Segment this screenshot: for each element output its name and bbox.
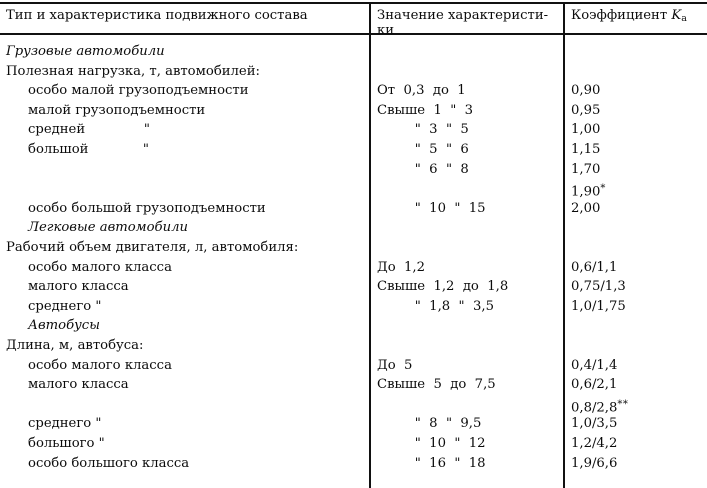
table-row-label: Грузовые автомобили (6, 44, 165, 59)
coefficient-value: 1,0/3,5 (571, 416, 618, 432)
table-row-label: малой грузоподъемности (28, 102, 206, 118)
coefficient-value: 1,15 (571, 142, 601, 157)
table-row-value: " 5 " 6 (377, 142, 469, 157)
column-header-coefficient-text: Коэффициент (571, 8, 672, 23)
table-row-value: До 5 (377, 357, 413, 373)
table-row-label: среднего " (28, 416, 102, 432)
table-row-label: особо малой грузоподъемности (28, 83, 249, 99)
table-row-label: особо малого класса (28, 259, 172, 275)
table-row-label: Длина, м, автобуса: (6, 338, 144, 353)
table-top-border (0, 2, 707, 4)
table-row-coefficient (571, 416, 617, 431)
table-row-label: особо малого класса (28, 357, 172, 373)
table-row-value: " 3 " 5 (377, 122, 469, 138)
coefficient-value: 1,9/6,6 (571, 455, 618, 471)
coefficient-value: 0,6/1,1 (571, 259, 618, 275)
table-row-coefficient (571, 279, 626, 294)
table-row-value: " 10 " 12 (377, 436, 486, 451)
coefficient-value: 0,75/1,3 (571, 279, 626, 295)
table-row-label: большого " (28, 436, 105, 451)
column-header-coefficient (571, 8, 701, 26)
column-header-type: Тип и характеристика подвижного состава (6, 8, 308, 23)
coefficient-value: 0,6/2,1 (571, 377, 618, 393)
table-row-coefficient (571, 397, 628, 416)
table-row-coefficient (571, 142, 600, 157)
table-row-value: Свыше 1,2 до 1,8 (377, 279, 509, 295)
table-row-coefficient (571, 201, 600, 216)
table-row-value: Свыше 1 " 3 (377, 102, 474, 118)
table-row-value: От 0,3 до 1 (377, 83, 466, 99)
table-row-coefficient (571, 358, 617, 373)
table-row-value: Свыше 5 до 7,5 (377, 377, 496, 393)
footnote-marker: * (600, 183, 606, 195)
table-row-label: особо большого класса (28, 455, 190, 471)
table-row-label: большой " (28, 142, 149, 157)
coefficient-value: 0,8/2,8 (571, 400, 618, 416)
table-row-value: " 10 " 15 (377, 200, 486, 216)
table-row-coefficient (571, 83, 600, 98)
column-header-value-line1: Значение характеристи- (377, 8, 549, 23)
table-row-coefficient (571, 436, 617, 451)
table-row-label: Полезная нагрузка, т, автомобилей: (6, 63, 260, 79)
coefficient-value: 1,00 (571, 122, 601, 138)
coefficient-subscript: а (681, 13, 687, 25)
table-row-coefficient (571, 377, 617, 392)
column-divider-1 (369, 2, 371, 488)
table-row-coefficient (571, 162, 600, 177)
table-header-separator (0, 33, 707, 35)
table-row-label: средней " (28, 122, 150, 138)
table-row-label: малого класса (28, 377, 129, 393)
footnote-marker: ** (617, 398, 629, 410)
coefficient-value: 1,90 (571, 184, 601, 200)
coefficient-value: 0,95 (571, 102, 601, 118)
coefficient-value: 1,0/1,75 (571, 298, 626, 314)
table-row-coefficient (571, 260, 617, 275)
table-row-value: " 1,8 " 3,5 (377, 298, 494, 314)
column-header-value-line2: ки (377, 23, 395, 38)
table-row-coefficient (571, 103, 600, 118)
table-row-value: " 16 " 18 (377, 455, 486, 471)
coefficient-value: 0,4/1,4 (571, 357, 618, 373)
coefficient-symbol: K (671, 8, 682, 23)
table-row-value: До 1,2 (377, 259, 426, 275)
table-row-coefficient (571, 299, 626, 314)
coefficient-value: 2,00 (571, 200, 601, 216)
column-header-value (377, 8, 557, 38)
coefficient-value: 1,2/4,2 (571, 436, 618, 451)
table-row-label: Рабочий объем двигателя, л, автомобиля: (6, 240, 299, 255)
column-divider-2 (563, 2, 565, 488)
table-row-label: малого класса (28, 279, 129, 295)
table-row-coefficient (571, 456, 617, 471)
coefficient-value: 1,70 (571, 161, 601, 177)
table-row-label: среднего " (28, 298, 102, 314)
table-row-label: Автобусы (28, 318, 100, 334)
table-row-value: " 6 " 8 (377, 161, 469, 177)
table-row-label: особо большой грузоподъемности (28, 200, 266, 216)
table-row-coefficient (571, 181, 606, 200)
coefficient-value: 0,90 (571, 83, 601, 99)
table-row-coefficient (571, 122, 600, 137)
table-row-value: " 8 " 9,5 (377, 416, 482, 432)
table-row-label: Легковые автомобили (28, 220, 188, 236)
